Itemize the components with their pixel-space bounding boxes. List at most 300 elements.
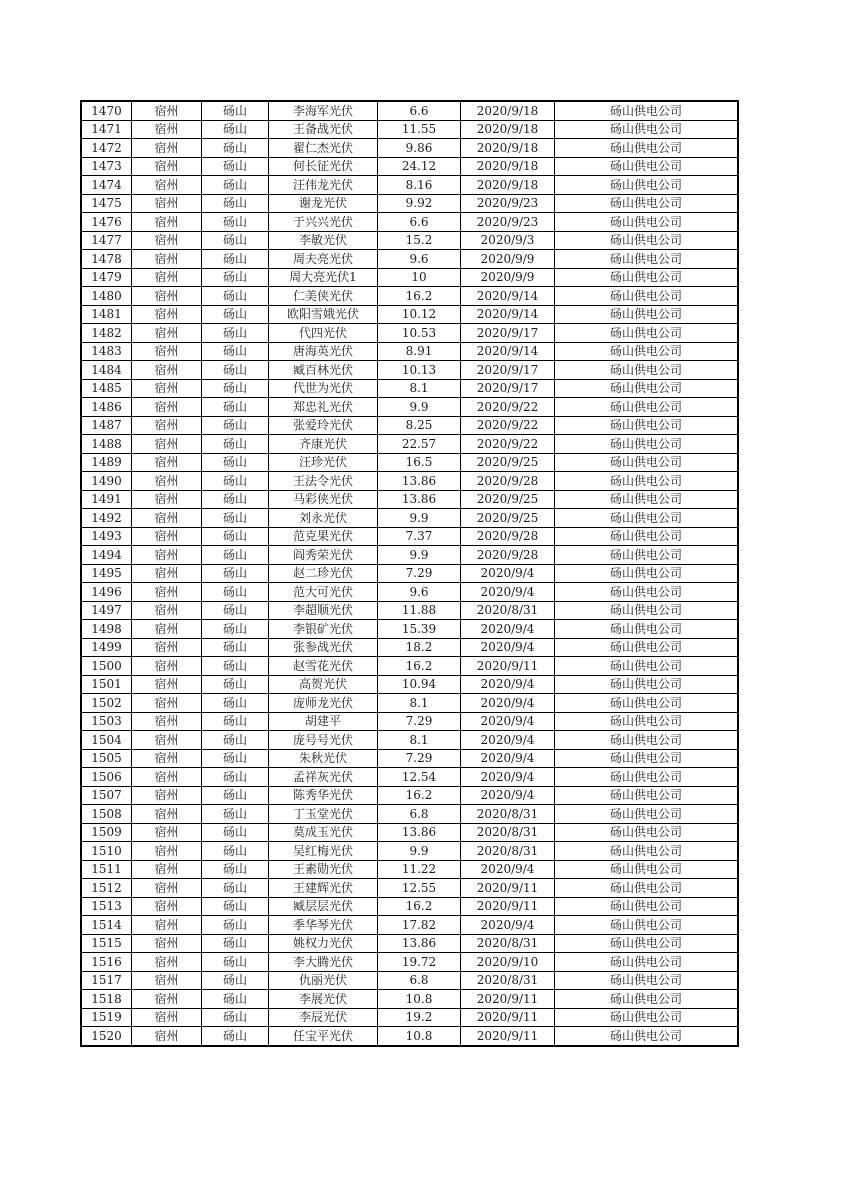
cell-date: 2020/9/4 bbox=[461, 712, 555, 731]
cell-capacity: 9.6 bbox=[378, 583, 461, 602]
cell-company: 砀山供电公司 bbox=[555, 120, 739, 139]
cell-serial-number: 1471 bbox=[81, 120, 132, 139]
cell-city: 宿州 bbox=[132, 453, 202, 472]
cell-date: 2020/9/18 bbox=[461, 120, 555, 139]
cell-station-name: 张参战光伏 bbox=[269, 638, 378, 657]
cell-county: 砀山 bbox=[202, 287, 269, 306]
cell-city: 宿州 bbox=[132, 305, 202, 324]
cell-city: 宿州 bbox=[132, 620, 202, 639]
cell-city: 宿州 bbox=[132, 472, 202, 491]
cell-station-name: 姚权力光伏 bbox=[269, 934, 378, 953]
pv-station-table bbox=[80, 100, 739, 1047]
table-row bbox=[81, 1027, 738, 1046]
cell-date: 2020/9/25 bbox=[461, 509, 555, 528]
cell-company: 砀山供电公司 bbox=[555, 731, 739, 750]
cell-county: 砀山 bbox=[202, 971, 269, 990]
cell-date: 2020/9/11 bbox=[461, 897, 555, 916]
table-row bbox=[81, 231, 738, 250]
cell-serial-number: 1479 bbox=[81, 268, 132, 287]
cell-station-name: 代世为光伏 bbox=[269, 379, 378, 398]
cell-city: 宿州 bbox=[132, 157, 202, 176]
cell-station-name: 季华琴光伏 bbox=[269, 916, 378, 935]
cell-capacity: 16.2 bbox=[378, 657, 461, 676]
cell-company: 砀山供电公司 bbox=[555, 194, 739, 213]
cell-city: 宿州 bbox=[132, 139, 202, 158]
table-row bbox=[81, 805, 738, 824]
cell-date: 2020/9/4 bbox=[461, 583, 555, 602]
cell-city: 宿州 bbox=[132, 416, 202, 435]
cell-company: 砀山供电公司 bbox=[555, 176, 739, 195]
cell-station-name: 丁玉堂光伏 bbox=[269, 805, 378, 824]
cell-serial-number: 1515 bbox=[81, 934, 132, 953]
cell-capacity: 8.1 bbox=[378, 731, 461, 750]
cell-serial-number: 1477 bbox=[81, 231, 132, 250]
table-row bbox=[81, 305, 738, 324]
cell-city: 宿州 bbox=[132, 657, 202, 676]
cell-capacity: 13.86 bbox=[378, 934, 461, 953]
cell-serial-number: 1504 bbox=[81, 731, 132, 750]
table-row bbox=[81, 268, 738, 287]
cell-city: 宿州 bbox=[132, 250, 202, 269]
cell-capacity: 16.2 bbox=[378, 897, 461, 916]
cell-company: 砀山供电公司 bbox=[555, 694, 739, 713]
cell-capacity: 19.72 bbox=[378, 953, 461, 972]
cell-company: 砀山供电公司 bbox=[555, 139, 739, 158]
cell-serial-number: 1497 bbox=[81, 601, 132, 620]
cell-city: 宿州 bbox=[132, 805, 202, 824]
cell-county: 砀山 bbox=[202, 379, 269, 398]
table-row bbox=[81, 250, 738, 269]
cell-serial-number: 1506 bbox=[81, 768, 132, 787]
cell-station-name: 臧百林光伏 bbox=[269, 361, 378, 380]
table-row bbox=[81, 527, 738, 546]
cell-county: 砀山 bbox=[202, 805, 269, 824]
cell-station-name: 范大可光伏 bbox=[269, 583, 378, 602]
cell-station-name: 郑忠礼光伏 bbox=[269, 398, 378, 417]
cell-station-name: 庞师龙光伏 bbox=[269, 694, 378, 713]
cell-county: 砀山 bbox=[202, 1008, 269, 1027]
cell-serial-number: 1518 bbox=[81, 990, 132, 1009]
cell-serial-number: 1483 bbox=[81, 342, 132, 361]
cell-county: 砀山 bbox=[202, 120, 269, 139]
table-row bbox=[81, 879, 738, 898]
cell-city: 宿州 bbox=[132, 1008, 202, 1027]
cell-serial-number: 1481 bbox=[81, 305, 132, 324]
cell-city: 宿州 bbox=[132, 268, 202, 287]
cell-county: 砀山 bbox=[202, 583, 269, 602]
cell-county: 砀山 bbox=[202, 786, 269, 805]
cell-county: 砀山 bbox=[202, 213, 269, 232]
cell-capacity: 18.2 bbox=[378, 638, 461, 657]
cell-company: 砀山供电公司 bbox=[555, 472, 739, 491]
cell-county: 砀山 bbox=[202, 435, 269, 454]
cell-station-name: 李海军光伏 bbox=[269, 101, 378, 120]
cell-city: 宿州 bbox=[132, 546, 202, 565]
cell-company: 砀山供电公司 bbox=[555, 916, 739, 935]
cell-date: 2020/8/31 bbox=[461, 842, 555, 861]
cell-capacity: 11.88 bbox=[378, 601, 461, 620]
cell-station-name: 汪珍光伏 bbox=[269, 453, 378, 472]
cell-station-name: 翟仁杰光伏 bbox=[269, 139, 378, 158]
cell-company: 砀山供电公司 bbox=[555, 435, 739, 454]
cell-serial-number: 1519 bbox=[81, 1008, 132, 1027]
cell-serial-number: 1511 bbox=[81, 860, 132, 879]
cell-county: 砀山 bbox=[202, 324, 269, 343]
cell-serial-number: 1494 bbox=[81, 546, 132, 565]
cell-company: 砀山供电公司 bbox=[555, 712, 739, 731]
table-row bbox=[81, 897, 738, 916]
cell-company: 砀山供电公司 bbox=[555, 768, 739, 787]
cell-company: 砀山供电公司 bbox=[555, 749, 739, 768]
cell-date: 2020/9/3 bbox=[461, 231, 555, 250]
cell-serial-number: 1509 bbox=[81, 823, 132, 842]
cell-city: 宿州 bbox=[132, 601, 202, 620]
cell-company: 砀山供电公司 bbox=[555, 879, 739, 898]
pv-station-table-body bbox=[81, 101, 738, 1046]
cell-company: 砀山供电公司 bbox=[555, 620, 739, 639]
cell-county: 砀山 bbox=[202, 990, 269, 1009]
cell-date: 2020/9/28 bbox=[461, 472, 555, 491]
cell-county: 砀山 bbox=[202, 527, 269, 546]
cell-capacity: 6.6 bbox=[378, 101, 461, 120]
cell-city: 宿州 bbox=[132, 435, 202, 454]
cell-city: 宿州 bbox=[132, 823, 202, 842]
cell-serial-number: 1510 bbox=[81, 842, 132, 861]
cell-capacity: 11.55 bbox=[378, 120, 461, 139]
cell-serial-number: 1520 bbox=[81, 1027, 132, 1046]
cell-county: 砀山 bbox=[202, 453, 269, 472]
cell-station-name: 欧阳雪娥光伏 bbox=[269, 305, 378, 324]
cell-serial-number: 1513 bbox=[81, 897, 132, 916]
cell-date: 2020/9/4 bbox=[461, 620, 555, 639]
cell-station-name: 于兴兴光伏 bbox=[269, 213, 378, 232]
cell-date: 2020/9/18 bbox=[461, 139, 555, 158]
table-row bbox=[81, 583, 738, 602]
cell-station-name: 张爱玲光伏 bbox=[269, 416, 378, 435]
table-row bbox=[81, 287, 738, 306]
cell-serial-number: 1498 bbox=[81, 620, 132, 639]
cell-county: 砀山 bbox=[202, 842, 269, 861]
table-row bbox=[81, 342, 738, 361]
cell-county: 砀山 bbox=[202, 1027, 269, 1046]
cell-date: 2020/9/28 bbox=[461, 546, 555, 565]
cell-station-name: 周大亮光伏1 bbox=[269, 268, 378, 287]
cell-capacity: 9.9 bbox=[378, 398, 461, 417]
cell-date: 2020/9/18 bbox=[461, 157, 555, 176]
cell-county: 砀山 bbox=[202, 620, 269, 639]
table-row bbox=[81, 435, 738, 454]
cell-station-name: 李辰光伏 bbox=[269, 1008, 378, 1027]
cell-city: 宿州 bbox=[132, 583, 202, 602]
cell-company: 砀山供电公司 bbox=[555, 675, 739, 694]
cell-city: 宿州 bbox=[132, 712, 202, 731]
cell-company: 砀山供电公司 bbox=[555, 546, 739, 565]
table-row bbox=[81, 1008, 738, 1027]
cell-capacity: 7.29 bbox=[378, 749, 461, 768]
cell-date: 2020/9/22 bbox=[461, 435, 555, 454]
cell-capacity: 24.12 bbox=[378, 157, 461, 176]
cell-serial-number: 1495 bbox=[81, 564, 132, 583]
cell-station-name: 周夫亮光伏 bbox=[269, 250, 378, 269]
cell-date: 2020/9/4 bbox=[461, 694, 555, 713]
cell-company: 砀山供电公司 bbox=[555, 953, 739, 972]
cell-capacity: 7.29 bbox=[378, 712, 461, 731]
cell-date: 2020/9/11 bbox=[461, 1027, 555, 1046]
cell-capacity: 12.55 bbox=[378, 879, 461, 898]
cell-serial-number: 1507 bbox=[81, 786, 132, 805]
cell-capacity: 6.8 bbox=[378, 805, 461, 824]
cell-county: 砀山 bbox=[202, 712, 269, 731]
cell-station-name: 朱秋光伏 bbox=[269, 749, 378, 768]
cell-date: 2020/9/17 bbox=[461, 379, 555, 398]
table-row bbox=[81, 490, 738, 509]
cell-city: 宿州 bbox=[132, 731, 202, 750]
cell-serial-number: 1487 bbox=[81, 416, 132, 435]
cell-date: 2020/9/10 bbox=[461, 953, 555, 972]
cell-serial-number: 1484 bbox=[81, 361, 132, 380]
cell-city: 宿州 bbox=[132, 101, 202, 120]
cell-county: 砀山 bbox=[202, 675, 269, 694]
cell-city: 宿州 bbox=[132, 361, 202, 380]
cell-serial-number: 1503 bbox=[81, 712, 132, 731]
cell-station-name: 李超顺光伏 bbox=[269, 601, 378, 620]
table-row bbox=[81, 786, 738, 805]
table-row bbox=[81, 472, 738, 491]
table-row bbox=[81, 916, 738, 935]
cell-date: 2020/9/22 bbox=[461, 416, 555, 435]
table-row bbox=[81, 453, 738, 472]
cell-date: 2020/9/4 bbox=[461, 675, 555, 694]
cell-station-name: 李大腾光伏 bbox=[269, 953, 378, 972]
cell-capacity: 10.53 bbox=[378, 324, 461, 343]
cell-station-name: 谢龙光伏 bbox=[269, 194, 378, 213]
cell-city: 宿州 bbox=[132, 860, 202, 879]
cell-date: 2020/9/17 bbox=[461, 324, 555, 343]
cell-station-name: 李敏光伏 bbox=[269, 231, 378, 250]
cell-city: 宿州 bbox=[132, 990, 202, 1009]
cell-city: 宿州 bbox=[132, 879, 202, 898]
cell-capacity: 10.13 bbox=[378, 361, 461, 380]
cell-station-name: 马彩侠光伏 bbox=[269, 490, 378, 509]
cell-capacity: 12.54 bbox=[378, 768, 461, 787]
cell-serial-number: 1474 bbox=[81, 176, 132, 195]
cell-capacity: 8.1 bbox=[378, 379, 461, 398]
cell-county: 砀山 bbox=[202, 934, 269, 953]
cell-county: 砀山 bbox=[202, 176, 269, 195]
cell-county: 砀山 bbox=[202, 860, 269, 879]
cell-station-name: 王备战光伏 bbox=[269, 120, 378, 139]
table-row bbox=[81, 379, 738, 398]
cell-city: 宿州 bbox=[132, 842, 202, 861]
cell-station-name: 王法令光伏 bbox=[269, 472, 378, 491]
cell-county: 砀山 bbox=[202, 916, 269, 935]
cell-city: 宿州 bbox=[132, 971, 202, 990]
cell-capacity: 16.2 bbox=[378, 786, 461, 805]
cell-capacity: 10.94 bbox=[378, 675, 461, 694]
table-row bbox=[81, 509, 738, 528]
cell-serial-number: 1517 bbox=[81, 971, 132, 990]
table-row bbox=[81, 546, 738, 565]
table-row bbox=[81, 860, 738, 879]
table-row bbox=[81, 398, 738, 417]
cell-county: 砀山 bbox=[202, 472, 269, 491]
cell-company: 砀山供电公司 bbox=[555, 324, 739, 343]
cell-date: 2020/9/9 bbox=[461, 268, 555, 287]
cell-city: 宿州 bbox=[132, 509, 202, 528]
cell-company: 砀山供电公司 bbox=[555, 490, 739, 509]
cell-date: 2020/8/31 bbox=[461, 934, 555, 953]
cell-company: 砀山供电公司 bbox=[555, 823, 739, 842]
cell-station-name: 李银矿光伏 bbox=[269, 620, 378, 639]
cell-date: 2020/9/4 bbox=[461, 786, 555, 805]
cell-serial-number: 1480 bbox=[81, 287, 132, 306]
cell-company: 砀山供电公司 bbox=[555, 305, 739, 324]
table-row bbox=[81, 620, 738, 639]
cell-county: 砀山 bbox=[202, 101, 269, 120]
cell-company: 砀山供电公司 bbox=[555, 231, 739, 250]
cell-station-name: 王建辉光伏 bbox=[269, 879, 378, 898]
table-row bbox=[81, 120, 738, 139]
cell-capacity: 10.12 bbox=[378, 305, 461, 324]
cell-capacity: 10.8 bbox=[378, 1027, 461, 1046]
cell-county: 砀山 bbox=[202, 953, 269, 972]
cell-company: 砀山供电公司 bbox=[555, 101, 739, 120]
cell-serial-number: 1488 bbox=[81, 435, 132, 454]
cell-city: 宿州 bbox=[132, 213, 202, 232]
cell-county: 砀山 bbox=[202, 268, 269, 287]
cell-station-name: 仇丽光伏 bbox=[269, 971, 378, 990]
cell-date: 2020/9/25 bbox=[461, 453, 555, 472]
cell-capacity: 6.8 bbox=[378, 971, 461, 990]
cell-station-name: 陈秀华光伏 bbox=[269, 786, 378, 805]
cell-city: 宿州 bbox=[132, 768, 202, 787]
cell-capacity: 8.91 bbox=[378, 342, 461, 361]
cell-station-name: 齐康光伏 bbox=[269, 435, 378, 454]
cell-date: 2020/8/31 bbox=[461, 823, 555, 842]
cell-company: 砀山供电公司 bbox=[555, 416, 739, 435]
cell-station-name: 赵二珍光伏 bbox=[269, 564, 378, 583]
cell-county: 砀山 bbox=[202, 398, 269, 417]
cell-station-name: 庞号号光伏 bbox=[269, 731, 378, 750]
table-row bbox=[81, 768, 738, 787]
table-row bbox=[81, 990, 738, 1009]
cell-date: 2020/9/14 bbox=[461, 287, 555, 306]
cell-company: 砀山供电公司 bbox=[555, 990, 739, 1009]
cell-date: 2020/9/11 bbox=[461, 879, 555, 898]
cell-station-name: 孟祥灰光伏 bbox=[269, 768, 378, 787]
cell-capacity: 9.9 bbox=[378, 546, 461, 565]
cell-county: 砀山 bbox=[202, 250, 269, 269]
cell-station-name: 何长征光伏 bbox=[269, 157, 378, 176]
cell-serial-number: 1512 bbox=[81, 879, 132, 898]
table-row bbox=[81, 749, 738, 768]
cell-county: 砀山 bbox=[202, 731, 269, 750]
cell-station-name: 刘永光伏 bbox=[269, 509, 378, 528]
cell-date: 2020/9/4 bbox=[461, 860, 555, 879]
cell-city: 宿州 bbox=[132, 194, 202, 213]
cell-serial-number: 1496 bbox=[81, 583, 132, 602]
table-row bbox=[81, 324, 738, 343]
table-row bbox=[81, 139, 738, 158]
cell-county: 砀山 bbox=[202, 879, 269, 898]
table-row bbox=[81, 971, 738, 990]
cell-county: 砀山 bbox=[202, 139, 269, 158]
cell-serial-number: 1485 bbox=[81, 379, 132, 398]
cell-county: 砀山 bbox=[202, 694, 269, 713]
cell-date: 2020/9/18 bbox=[461, 176, 555, 195]
cell-city: 宿州 bbox=[132, 694, 202, 713]
cell-serial-number: 1470 bbox=[81, 101, 132, 120]
table-row bbox=[81, 564, 738, 583]
cell-station-name: 任宝平光伏 bbox=[269, 1027, 378, 1046]
cell-serial-number: 1499 bbox=[81, 638, 132, 657]
cell-date: 2020/8/31 bbox=[461, 805, 555, 824]
table-row bbox=[81, 416, 738, 435]
table-row bbox=[81, 213, 738, 232]
cell-city: 宿州 bbox=[132, 916, 202, 935]
cell-county: 砀山 bbox=[202, 490, 269, 509]
cell-date: 2020/9/4 bbox=[461, 731, 555, 750]
cell-date: 2020/9/4 bbox=[461, 768, 555, 787]
cell-city: 宿州 bbox=[132, 379, 202, 398]
cell-station-name: 代四光伏 bbox=[269, 324, 378, 343]
cell-county: 砀山 bbox=[202, 157, 269, 176]
table-row bbox=[81, 194, 738, 213]
cell-county: 砀山 bbox=[202, 768, 269, 787]
cell-capacity: 16.2 bbox=[378, 287, 461, 306]
cell-station-name: 赵雪花光伏 bbox=[269, 657, 378, 676]
cell-city: 宿州 bbox=[132, 564, 202, 583]
cell-serial-number: 1502 bbox=[81, 694, 132, 713]
cell-date: 2020/8/31 bbox=[461, 601, 555, 620]
cell-capacity: 7.29 bbox=[378, 564, 461, 583]
cell-company: 砀山供电公司 bbox=[555, 1027, 739, 1046]
cell-station-name: 汪伟龙光伏 bbox=[269, 176, 378, 195]
cell-county: 砀山 bbox=[202, 342, 269, 361]
cell-county: 砀山 bbox=[202, 823, 269, 842]
cell-serial-number: 1508 bbox=[81, 805, 132, 824]
cell-county: 砀山 bbox=[202, 305, 269, 324]
cell-station-name: 臧层层光伏 bbox=[269, 897, 378, 916]
cell-city: 宿州 bbox=[132, 490, 202, 509]
cell-date: 2020/9/14 bbox=[461, 305, 555, 324]
cell-serial-number: 1501 bbox=[81, 675, 132, 694]
cell-capacity: 17.82 bbox=[378, 916, 461, 935]
cell-company: 砀山供电公司 bbox=[555, 860, 739, 879]
cell-city: 宿州 bbox=[132, 324, 202, 343]
cell-capacity: 9.6 bbox=[378, 250, 461, 269]
cell-city: 宿州 bbox=[132, 953, 202, 972]
cell-date: 2020/9/17 bbox=[461, 361, 555, 380]
cell-company: 砀山供电公司 bbox=[555, 398, 739, 417]
cell-county: 砀山 bbox=[202, 231, 269, 250]
cell-capacity: 8.25 bbox=[378, 416, 461, 435]
cell-station-name: 唐海英光伏 bbox=[269, 342, 378, 361]
cell-serial-number: 1492 bbox=[81, 509, 132, 528]
cell-city: 宿州 bbox=[132, 287, 202, 306]
table-row bbox=[81, 601, 738, 620]
cell-city: 宿州 bbox=[132, 398, 202, 417]
cell-county: 砀山 bbox=[202, 509, 269, 528]
cell-capacity: 7.37 bbox=[378, 527, 461, 546]
table-row bbox=[81, 675, 738, 694]
table-row bbox=[81, 361, 738, 380]
cell-date: 2020/9/11 bbox=[461, 990, 555, 1009]
cell-date: 2020/9/11 bbox=[461, 657, 555, 676]
cell-capacity: 9.9 bbox=[378, 842, 461, 861]
table-row bbox=[81, 657, 738, 676]
cell-company: 砀山供电公司 bbox=[555, 342, 739, 361]
